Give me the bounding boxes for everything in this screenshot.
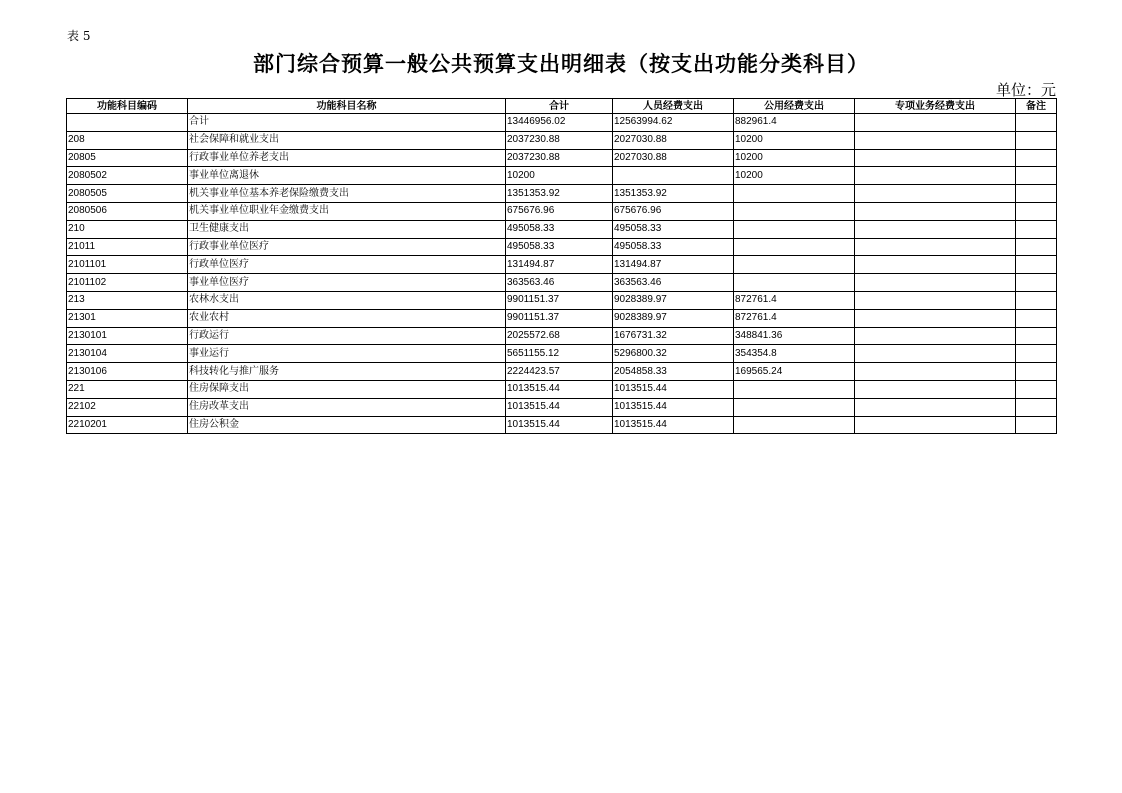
cell-public (734, 202, 855, 220)
table-body (67, 114, 1057, 434)
cell-personnel: 1351353.92 (613, 185, 734, 203)
cell-special (855, 185, 1016, 203)
cell-note (1016, 380, 1057, 398)
cell-total: 1013515.44 (506, 380, 613, 398)
header-note: 备注 (1016, 99, 1057, 114)
cell-note (1016, 274, 1057, 292)
cell-name: 社会保障和就业支出 (188, 131, 506, 149)
header-code: 功能科目编码 (67, 99, 188, 114)
cell-code: 2080502 (67, 167, 188, 185)
cell-personnel: 1013515.44 (613, 398, 734, 416)
header-name: 功能科目名称 (188, 99, 506, 114)
cell-code: 21011 (67, 238, 188, 256)
table-row (67, 185, 1057, 203)
cell-code: 20805 (67, 149, 188, 167)
cell-public (734, 416, 855, 434)
cell-special (855, 114, 1016, 132)
cell-public (734, 256, 855, 274)
cell-note (1016, 398, 1057, 416)
cell-total: 131494.87 (506, 256, 613, 274)
cell-public (734, 220, 855, 238)
cell-public: 872761.4 (734, 291, 855, 309)
cell-name: 行政运行 (188, 327, 506, 345)
cell-special (855, 309, 1016, 327)
cell-personnel: 1676731.32 (613, 327, 734, 345)
cell-note (1016, 291, 1057, 309)
cell-special (855, 238, 1016, 256)
cell-code (67, 114, 188, 132)
cell-special (855, 167, 1016, 185)
cell-special (855, 291, 1016, 309)
table-row (67, 256, 1057, 274)
cell-personnel: 5296800.32 (613, 345, 734, 363)
cell-name: 住房公积金 (188, 416, 506, 434)
cell-note (1016, 131, 1057, 149)
table-row (67, 291, 1057, 309)
cell-note (1016, 256, 1057, 274)
cell-total: 1013515.44 (506, 398, 613, 416)
cell-total: 10200 (506, 167, 613, 185)
cell-personnel: 2054858.33 (613, 363, 734, 381)
cell-special (855, 274, 1016, 292)
cell-name: 行政单位医疗 (188, 256, 506, 274)
cell-total: 9901151.37 (506, 309, 613, 327)
cell-name: 合计 (188, 114, 506, 132)
cell-total: 1013515.44 (506, 416, 613, 434)
cell-special (855, 380, 1016, 398)
cell-code: 2101102 (67, 274, 188, 292)
cell-public: 10200 (734, 149, 855, 167)
cell-code: 2130101 (67, 327, 188, 345)
cell-special (855, 149, 1016, 167)
cell-note (1016, 167, 1057, 185)
cell-public: 10200 (734, 167, 855, 185)
cell-note (1016, 416, 1057, 434)
table-row (67, 114, 1057, 132)
table-row (67, 363, 1057, 381)
header-personnel: 人员经费支出 (613, 99, 734, 114)
cell-name: 机关事业单位职业年金缴费支出 (188, 202, 506, 220)
cell-personnel: 9028389.97 (613, 309, 734, 327)
cell-special (855, 398, 1016, 416)
table-row (67, 380, 1057, 398)
cell-special (855, 202, 1016, 220)
cell-public (734, 185, 855, 203)
cell-note (1016, 309, 1057, 327)
cell-note (1016, 220, 1057, 238)
table-row (67, 398, 1057, 416)
cell-code: 2210201 (67, 416, 188, 434)
cell-note (1016, 345, 1057, 363)
cell-personnel: 131494.87 (613, 256, 734, 274)
cell-code: 2101101 (67, 256, 188, 274)
cell-code: 2080505 (67, 185, 188, 203)
cell-personnel: 363563.46 (613, 274, 734, 292)
cell-name: 卫生健康支出 (188, 220, 506, 238)
cell-personnel: 1013515.44 (613, 380, 734, 398)
table-row (67, 131, 1057, 149)
cell-special (855, 131, 1016, 149)
table-row (67, 202, 1057, 220)
table-row (67, 220, 1057, 238)
cell-name: 事业单位离退休 (188, 167, 506, 185)
cell-public: 882961.4 (734, 114, 855, 132)
table-row (67, 345, 1057, 363)
cell-total: 495058.33 (506, 220, 613, 238)
cell-name: 事业运行 (188, 345, 506, 363)
budget-table (66, 98, 1057, 434)
cell-total: 1351353.92 (506, 185, 613, 203)
cell-total: 9901151.37 (506, 291, 613, 309)
cell-personnel: 1013515.44 (613, 416, 734, 434)
cell-name: 机关事业单位基本养老保险缴费支出 (188, 185, 506, 203)
cell-total: 2224423.57 (506, 363, 613, 381)
cell-public (734, 398, 855, 416)
cell-special (855, 416, 1016, 434)
cell-code: 2130104 (67, 345, 188, 363)
cell-code: 213 (67, 291, 188, 309)
cell-total: 2037230.88 (506, 131, 613, 149)
cell-name: 住房保障支出 (188, 380, 506, 398)
cell-name: 住房改革支出 (188, 398, 506, 416)
cell-public: 872761.4 (734, 309, 855, 327)
cell-special (855, 327, 1016, 345)
table-row (67, 167, 1057, 185)
cell-public: 10200 (734, 131, 855, 149)
table-row (67, 238, 1057, 256)
cell-special (855, 363, 1016, 381)
cell-note (1016, 363, 1057, 381)
cell-total: 363563.46 (506, 274, 613, 292)
cell-special (855, 256, 1016, 274)
cell-name: 事业单位医疗 (188, 274, 506, 292)
cell-total: 5651155.12 (506, 345, 613, 363)
cell-total: 675676.96 (506, 202, 613, 220)
cell-code: 208 (67, 131, 188, 149)
cell-personnel: 2027030.88 (613, 149, 734, 167)
cell-total: 13446956.02 (506, 114, 613, 132)
header-special: 专项业务经费支出 (855, 99, 1016, 114)
cell-personnel: 675676.96 (613, 202, 734, 220)
cell-code: 21301 (67, 309, 188, 327)
table-row (67, 327, 1057, 345)
cell-note (1016, 114, 1057, 132)
cell-name: 农业农村 (188, 309, 506, 327)
cell-code: 2080506 (67, 202, 188, 220)
cell-personnel (613, 167, 734, 185)
cell-name: 科技转化与推广服务 (188, 363, 506, 381)
table-row (67, 416, 1057, 434)
cell-personnel: 495058.33 (613, 220, 734, 238)
cell-note (1016, 185, 1057, 203)
cell-name: 农林水支出 (188, 291, 506, 309)
cell-personnel: 2027030.88 (613, 131, 734, 149)
cell-code: 210 (67, 220, 188, 238)
cell-personnel: 12563994.62 (613, 114, 734, 132)
cell-note (1016, 327, 1057, 345)
table-header-row (67, 99, 1057, 114)
header-public: 公用经费支出 (734, 99, 855, 114)
table-row (67, 149, 1057, 167)
header-total: 合计 (506, 99, 613, 114)
cell-total: 2037230.88 (506, 149, 613, 167)
cell-special (855, 220, 1016, 238)
cell-note (1016, 202, 1057, 220)
cell-name: 行政事业单位医疗 (188, 238, 506, 256)
cell-public: 348841.36 (734, 327, 855, 345)
table-row (67, 309, 1057, 327)
cell-total: 495058.33 (506, 238, 613, 256)
cell-public (734, 238, 855, 256)
cell-name: 行政事业单位养老支出 (188, 149, 506, 167)
cell-total: 2025572.68 (506, 327, 613, 345)
table-row (67, 274, 1057, 292)
cell-code: 22102 (67, 398, 188, 416)
cell-code: 2130106 (67, 363, 188, 381)
unit-label: 单位：元 (995, 81, 1056, 99)
cell-public (734, 274, 855, 292)
cell-code: 221 (67, 380, 188, 398)
cell-note (1016, 149, 1057, 167)
table-number: 表 5 (67, 29, 91, 43)
cell-note (1016, 238, 1057, 256)
cell-personnel: 495058.33 (613, 238, 734, 256)
cell-public: 169565.24 (734, 363, 855, 381)
page-title: 部门综合预算一般公共预算支出明细表（按支出功能分类科目） (253, 51, 869, 76)
cell-special (855, 345, 1016, 363)
cell-public (734, 380, 855, 398)
cell-public: 354354.8 (734, 345, 855, 363)
cell-personnel: 9028389.97 (613, 291, 734, 309)
